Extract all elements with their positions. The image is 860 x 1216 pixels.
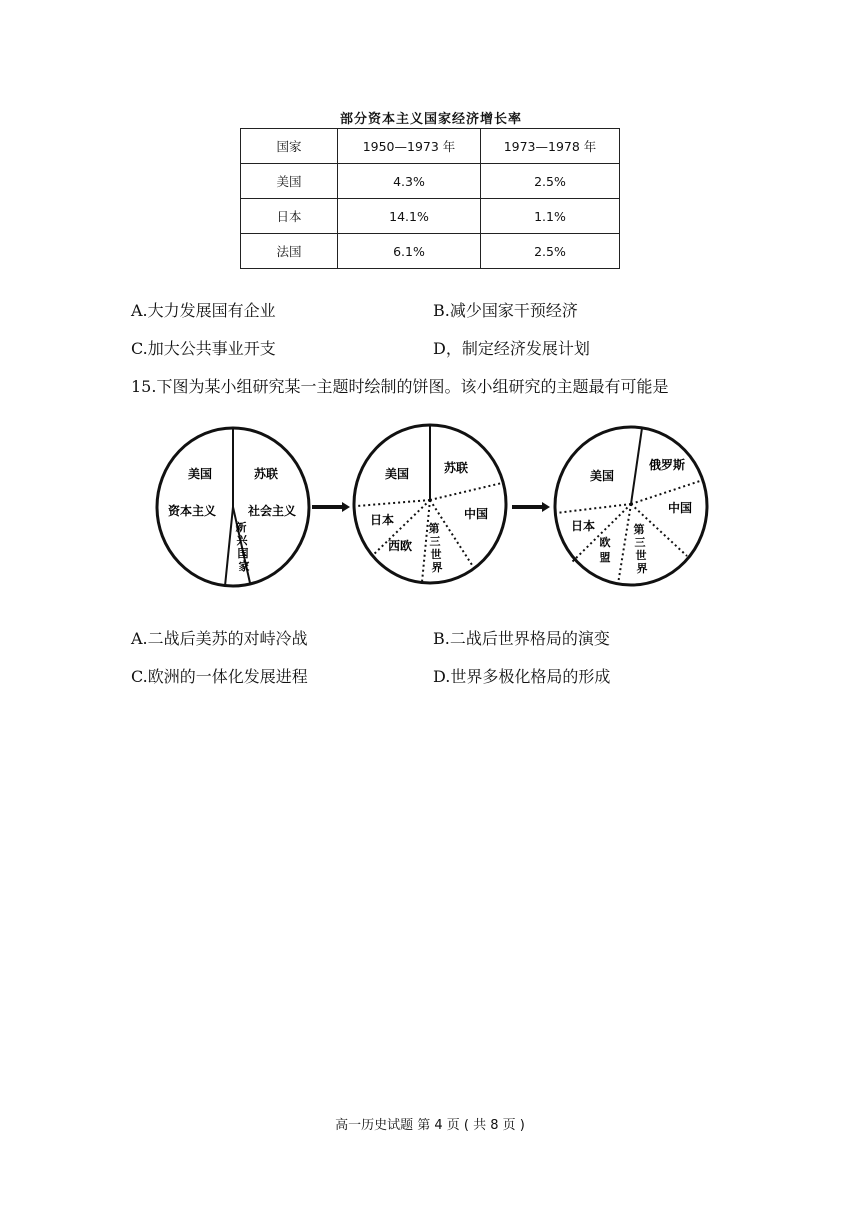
pie-label: 俄罗斯 [648, 458, 686, 472]
pie-label: 三 [634, 536, 646, 549]
pie-label: 美国 [384, 467, 410, 481]
table-cell: 6.1% [338, 234, 481, 269]
pie-label: 兴 [236, 534, 248, 547]
table-cell: 日本 [241, 199, 338, 234]
table-row [241, 164, 620, 199]
pie-label: 资本主义 [167, 504, 217, 518]
q15-option-a: A.二战后美苏的对峙冷战 [131, 629, 308, 648]
pie-label: 美国 [187, 467, 213, 481]
q15-option-c: C.欧洲的一体化发展进程 [131, 667, 308, 686]
pie-label: 国 [237, 547, 249, 560]
pie-1 [157, 428, 309, 586]
pie-label: 盟 [599, 551, 611, 564]
table-header-cell: 1973—1978 年 [481, 129, 620, 164]
pie-label: 日本 [369, 513, 395, 527]
table-row [241, 199, 620, 234]
table-cell: 美国 [241, 164, 338, 199]
arrow-right-icon [312, 502, 350, 512]
pie-label: 社会主义 [247, 504, 297, 518]
page-footer: 高一历史试题 第 4 页 ( 共 8 页 ) [335, 1118, 525, 1133]
pie-label: 苏联 [253, 467, 279, 481]
table-cell: 1.1% [481, 199, 620, 234]
table-cell: 法国 [241, 234, 338, 269]
q15-option-d: D.世界多极化格局的形成 [433, 667, 611, 686]
pie-3 [555, 427, 707, 585]
table-header-cell: 1950—1973 年 [338, 129, 481, 164]
table-title: 部分资本主义国家经济增长率 [339, 112, 522, 127]
arrow-right-icon [512, 502, 550, 512]
pie-label: 中国 [667, 501, 693, 515]
table-row [241, 234, 620, 269]
q14-option-d: D，制定经济发展计划 [433, 339, 590, 358]
pie-label: 新 [235, 521, 247, 534]
table-cell: 2.5% [481, 234, 620, 269]
table-header-cell: 国家 [241, 129, 338, 164]
table-cell: 2.5% [481, 164, 620, 199]
pie-label: 第 [428, 522, 440, 535]
q15-option-b: B.二战后世界格局的演变 [433, 629, 610, 648]
q14-option-b: B.减少国家干预经济 [433, 301, 578, 320]
pie-label: 三 [429, 535, 441, 548]
pie-label: 苏联 [443, 461, 469, 475]
q14-option-c: C.加大公共事业开支 [131, 339, 276, 358]
pie-charts-figure [150, 420, 710, 595]
pie-label: 美国 [589, 469, 615, 483]
pie-label: 世 [430, 548, 442, 561]
pie-label: 日本 [570, 519, 596, 533]
pie-label: 界 [431, 561, 443, 574]
pie-label: 中国 [463, 507, 489, 521]
pie-label: 欧 [599, 536, 611, 549]
q15-stem: 15.下图为某小组研究某一主题时绘制的饼图。该小组研究的主题最有可能是 [131, 377, 669, 396]
pie-2 [354, 425, 506, 583]
pie-label: 家 [238, 560, 250, 573]
pie-label: 世 [635, 549, 647, 562]
pie-label: 第 [633, 523, 645, 536]
pie-label: 西欧 [387, 539, 413, 553]
growth-rate-table [240, 128, 620, 269]
table-header-row [241, 129, 620, 164]
pie-label: 界 [636, 562, 648, 575]
q14-option-a: A.大力发展国有企业 [131, 301, 276, 320]
table-cell: 14.1% [338, 199, 481, 234]
table-cell: 4.3% [338, 164, 481, 199]
